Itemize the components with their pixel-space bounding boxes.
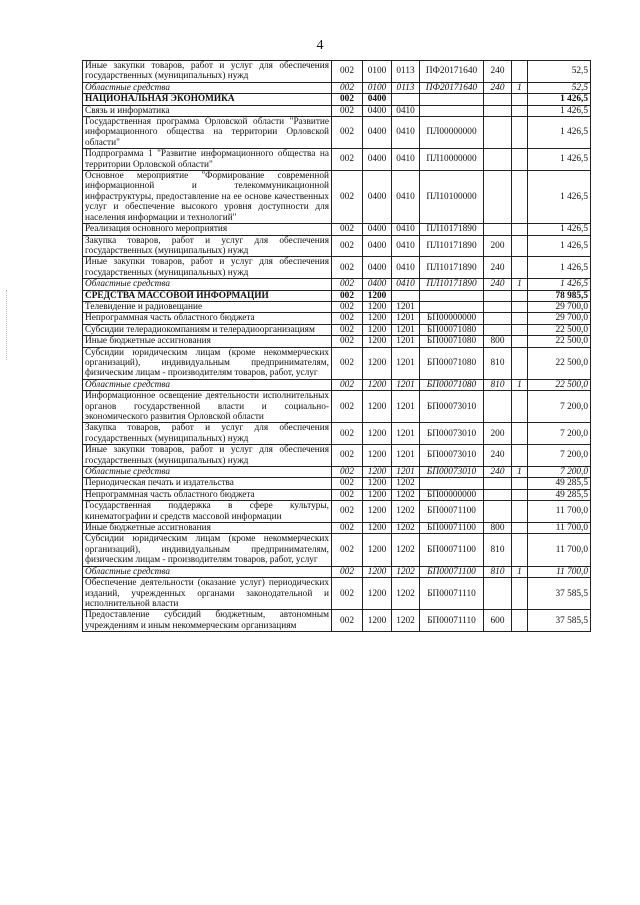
row-subsection-code: 0410	[392, 105, 420, 116]
row-subsection-code: 0410	[392, 149, 420, 171]
row-section-code: 1200	[363, 467, 392, 478]
row-subsection-code: 1202	[392, 523, 420, 534]
row-subsection-code	[392, 290, 420, 301]
row-section-code: 0400	[363, 94, 392, 105]
row-expense-type	[484, 324, 512, 335]
row-subsection-code: 1201	[392, 301, 420, 312]
row-funding-source: 1	[512, 566, 528, 577]
row-amount: 22 500,0	[528, 347, 591, 379]
row-amount: 37 585,5	[528, 578, 591, 610]
row-target-article: БП00000000	[420, 313, 484, 324]
row-grbs-code: 002	[332, 290, 363, 301]
row-amount: 1 426,5	[528, 224, 591, 235]
row-name: Иные закупки товаров, работ и услуг для обеспечения государственных (муниципальных) нужд	[83, 257, 332, 279]
row-funding-source	[512, 301, 528, 312]
row-subsection-code: 0410	[392, 257, 420, 279]
row-funding-source	[512, 523, 528, 534]
row-name: Областные средства	[83, 82, 332, 93]
row-target-article: БП00071100	[420, 566, 484, 577]
table-row	[83, 523, 591, 534]
row-section-code: 1200	[363, 423, 392, 445]
row-amount: 22 500,0	[528, 336, 591, 347]
row-section-code: 0400	[363, 105, 392, 116]
row-expense-type: 810	[484, 566, 512, 577]
row-target-article: БП00073010	[420, 467, 484, 478]
row-funding-source	[512, 224, 528, 235]
row-grbs-code: 002	[332, 445, 363, 467]
table-row	[83, 391, 591, 423]
row-expense-type	[484, 290, 512, 301]
row-name: Областные средства	[83, 379, 332, 390]
row-amount: 29 700,0	[528, 313, 591, 324]
row-subsection-code: 0410	[392, 117, 420, 149]
row-target-article: БП00073010	[420, 391, 484, 423]
row-grbs-code: 002	[332, 224, 363, 235]
row-amount: 11 700,0	[528, 566, 591, 577]
row-expense-type: 810	[484, 379, 512, 390]
table-row	[83, 224, 591, 235]
row-section-code: 1200	[363, 301, 392, 312]
row-funding-source	[512, 313, 528, 324]
row-expense-type: 240	[484, 61, 512, 83]
row-grbs-code: 002	[332, 478, 363, 489]
row-name: Связь и информатика	[83, 105, 332, 116]
row-funding-source	[512, 105, 528, 116]
row-funding-source	[512, 61, 528, 83]
table-row	[83, 301, 591, 312]
row-subsection-code: 0113	[392, 61, 420, 83]
row-funding-source	[512, 290, 528, 301]
row-section-code: 0400	[363, 117, 392, 149]
row-subsection-code: 1202	[392, 610, 420, 632]
row-subsection-code: 0410	[392, 224, 420, 235]
row-funding-source	[512, 336, 528, 347]
row-grbs-code: 002	[332, 94, 363, 105]
row-target-article: ПЛ10171890	[420, 257, 484, 279]
row-subsection-code: 0410	[392, 235, 420, 257]
row-target-article: БП00071100	[420, 534, 484, 566]
row-section-code: 0400	[363, 171, 392, 224]
row-target-article: ПЛ10171890	[420, 224, 484, 235]
row-section-code: 1200	[363, 290, 392, 301]
row-section-code: 0400	[363, 224, 392, 235]
row-name: Областные средства	[83, 467, 332, 478]
row-name: Основное мероприятие "Формирование современной информационной и телекоммуникационной инфраструктуры, предоставление на ее основе качественных услуг и обеспечение высокого уровня доступности для населения информации и технологий"	[83, 171, 332, 224]
table-row	[83, 290, 591, 301]
row-subsection-code: 1201	[392, 379, 420, 390]
row-expense-type	[484, 478, 512, 489]
row-subsection-code: 1201	[392, 445, 420, 467]
row-section-code: 0400	[363, 279, 392, 290]
row-section-code: 0100	[363, 82, 392, 93]
row-name: СРЕДСТВА МАССОВОЙ ИНФОРМАЦИИ	[83, 290, 332, 301]
row-subsection-code: 0410	[392, 279, 420, 290]
row-section-code: 1200	[363, 379, 392, 390]
row-name: Периодическая печать и издательства	[83, 478, 332, 489]
row-target-article: БП00071110	[420, 578, 484, 610]
row-amount: 11 700,0	[528, 501, 591, 523]
row-subsection-code: 1202	[392, 478, 420, 489]
row-target-article	[420, 94, 484, 105]
row-grbs-code: 002	[332, 313, 363, 324]
row-amount: 78 985,5	[528, 290, 591, 301]
row-section-code: 1200	[363, 347, 392, 379]
row-name: Информационное освещение деятельности исполнительных органов государственной власти и социально-экономического развития Орловской области	[83, 391, 332, 423]
table-row	[83, 94, 591, 105]
row-grbs-code: 002	[332, 301, 363, 312]
row-subsection-code: 1202	[392, 501, 420, 523]
row-section-code: 1200	[363, 313, 392, 324]
row-funding-source	[512, 478, 528, 489]
row-funding-source	[512, 534, 528, 566]
row-amount: 49 285,5	[528, 478, 591, 489]
row-grbs-code: 002	[332, 489, 363, 500]
row-target-article: ПЛ10000000	[420, 149, 484, 171]
row-funding-source: 1	[512, 82, 528, 93]
row-target-article: ПЛ00000000	[420, 117, 484, 149]
row-section-code: 1200	[363, 445, 392, 467]
row-subsection-code: 1202	[392, 534, 420, 566]
table-row	[83, 423, 591, 445]
row-amount: 11 700,0	[528, 534, 591, 566]
row-target-article: БП00071080	[420, 324, 484, 335]
table-row	[83, 445, 591, 467]
row-name: НАЦИОНАЛЬНАЯ ЭКОНОМИКА	[83, 94, 332, 105]
row-funding-source	[512, 501, 528, 523]
row-grbs-code: 002	[332, 523, 363, 534]
row-target-article: БП00073010	[420, 445, 484, 467]
row-target-article: БП00000000	[420, 489, 484, 500]
row-name: Иные закупки товаров, работ и услуг для обеспечения государственных (муниципальных) нужд	[83, 61, 332, 83]
row-section-code: 1200	[363, 566, 392, 577]
row-amount: 52,5	[528, 61, 591, 83]
row-expense-type: 240	[484, 445, 512, 467]
row-subsection-code	[392, 94, 420, 105]
row-expense-type: 600	[484, 610, 512, 632]
row-name: Субсидии юридическим лицам (кроме некоммерческих организаций), индивидуальным предпринимателям, физическим лицам - производителям товаров, работ, услуг	[83, 534, 332, 566]
row-amount: 22 500,0	[528, 324, 591, 335]
table-row	[83, 117, 591, 149]
row-funding-source	[512, 117, 528, 149]
row-expense-type: 200	[484, 235, 512, 257]
row-name: Государственная поддержка в сфере культуры, кинематографии и средств массовой информации	[83, 501, 332, 523]
table-row	[83, 105, 591, 116]
row-amount: 1 426,5	[528, 279, 591, 290]
row-section-code: 1200	[363, 391, 392, 423]
table-row	[83, 534, 591, 566]
row-target-article	[420, 290, 484, 301]
row-amount: 1 426,5	[528, 235, 591, 257]
row-subsection-code: 1201	[392, 391, 420, 423]
row-name: Субсидии телерадиокомпаниям и телерадиоорганизациям	[83, 324, 332, 335]
row-target-article	[420, 301, 484, 312]
row-funding-source	[512, 610, 528, 632]
row-subsection-code: 1202	[392, 489, 420, 500]
row-name: Иные бюджетные ассигнования	[83, 523, 332, 534]
row-amount: 1 426,5	[528, 94, 591, 105]
row-funding-source	[512, 445, 528, 467]
row-name: Иные бюджетные ассигнования	[83, 336, 332, 347]
row-grbs-code: 002	[332, 578, 363, 610]
row-funding-source	[512, 257, 528, 279]
row-grbs-code: 002	[332, 117, 363, 149]
budget-table-body	[83, 61, 591, 632]
row-name: Иные закупки товаров, работ и услуг для обеспечения государственных (муниципальных) нужд	[83, 445, 332, 467]
row-funding-source	[512, 578, 528, 610]
row-amount: 49 285,5	[528, 489, 591, 500]
table-row	[83, 235, 591, 257]
table-row	[83, 313, 591, 324]
row-name: Непрограммная часть областного бюджета	[83, 489, 332, 500]
row-section-code: 1200	[363, 501, 392, 523]
row-expense-type: 240	[484, 279, 512, 290]
table-row	[83, 61, 591, 83]
row-funding-source	[512, 489, 528, 500]
row-name: Закупка товаров, работ и услуг для обеспечения государственных (муниципальных) нужд	[83, 235, 332, 257]
row-expense-type	[484, 224, 512, 235]
row-grbs-code: 002	[332, 566, 363, 577]
row-expense-type: 240	[484, 82, 512, 93]
row-expense-type	[484, 501, 512, 523]
row-expense-type	[484, 301, 512, 312]
row-amount: 7 200,0	[528, 391, 591, 423]
row-target-article: БП00071080	[420, 347, 484, 379]
scan-edge-mark	[6, 290, 8, 360]
row-funding-source: 1	[512, 279, 528, 290]
table-row	[83, 324, 591, 335]
row-expense-type: 240	[484, 257, 512, 279]
row-expense-type	[484, 94, 512, 105]
row-grbs-code: 002	[332, 610, 363, 632]
row-expense-type: 800	[484, 523, 512, 534]
row-name: Закупка товаров, работ и услуг для обеспечения государственных (муниципальных) нужд	[83, 423, 332, 445]
row-expense-type: 240	[484, 467, 512, 478]
row-grbs-code: 002	[332, 534, 363, 566]
row-expense-type	[484, 391, 512, 423]
row-funding-source	[512, 324, 528, 335]
row-grbs-code: 002	[332, 279, 363, 290]
table-row	[83, 336, 591, 347]
row-target-article: БП00071080	[420, 336, 484, 347]
row-amount: 1 426,5	[528, 117, 591, 149]
row-amount: 1 426,5	[528, 149, 591, 171]
row-expense-type: 200	[484, 423, 512, 445]
row-subsection-code: 1202	[392, 578, 420, 610]
row-name: Субсидии юридическим лицам (кроме некоммерческих организаций), индивидуальным предпринимателям, физическим лицам - производителям товаров, работ, услуг	[83, 347, 332, 379]
row-section-code: 1200	[363, 336, 392, 347]
row-subsection-code: 1201	[392, 313, 420, 324]
row-target-article	[420, 105, 484, 116]
row-funding-source	[512, 171, 528, 224]
row-target-article: ПЛ10100000	[420, 171, 484, 224]
row-expense-type	[484, 117, 512, 149]
row-grbs-code: 002	[332, 257, 363, 279]
row-section-code: 0400	[363, 149, 392, 171]
row-funding-source: 1	[512, 379, 528, 390]
table-row	[83, 501, 591, 523]
row-subsection-code: 1201	[392, 347, 420, 379]
row-amount: 7 200,0	[528, 467, 591, 478]
row-section-code: 1200	[363, 489, 392, 500]
row-grbs-code: 002	[332, 347, 363, 379]
row-amount: 1 426,5	[528, 257, 591, 279]
row-name: Государственная программа Орловской области "Развитие информационного общества на территории Орловской области"	[83, 117, 332, 149]
row-funding-source	[512, 347, 528, 379]
row-subsection-code: 1201	[392, 324, 420, 335]
row-name: Подпрограмма 1 "Развитие информационного общества на территории Орловской области"	[83, 149, 332, 171]
row-amount: 37 585,5	[528, 610, 591, 632]
row-expense-type	[484, 489, 512, 500]
row-subsection-code: 1201	[392, 467, 420, 478]
row-section-code: 1200	[363, 578, 392, 610]
row-section-code: 1200	[363, 610, 392, 632]
row-target-article: ПФ20171640	[420, 82, 484, 93]
table-row	[83, 478, 591, 489]
row-funding-source	[512, 94, 528, 105]
row-grbs-code: 002	[332, 105, 363, 116]
table-row	[83, 347, 591, 379]
row-name: Реализация основного мероприятия	[83, 224, 332, 235]
table-row	[83, 467, 591, 478]
row-name: Непрограммная часть областного бюджета	[83, 313, 332, 324]
row-amount: 1 426,5	[528, 171, 591, 224]
row-amount: 52,5	[528, 82, 591, 93]
row-funding-source	[512, 235, 528, 257]
row-amount: 29 700,0	[528, 301, 591, 312]
row-name: Обеспечение деятельности (оказание услуг) периодических изданий, учрежденных органами законодательной и исполнительной власти	[83, 578, 332, 610]
row-expense-type	[484, 105, 512, 116]
row-subsection-code: 1201	[392, 336, 420, 347]
table-row	[83, 610, 591, 632]
row-amount: 11 700,0	[528, 523, 591, 534]
row-grbs-code: 002	[332, 324, 363, 335]
row-subsection-code: 1202	[392, 566, 420, 577]
row-grbs-code: 002	[332, 391, 363, 423]
table-row	[83, 566, 591, 577]
budget-table	[82, 60, 591, 632]
row-funding-source	[512, 149, 528, 171]
row-grbs-code: 002	[332, 82, 363, 93]
table-row	[83, 379, 591, 390]
row-section-code: 0400	[363, 235, 392, 257]
table-row	[83, 82, 591, 93]
table-row	[83, 149, 591, 171]
row-expense-type	[484, 578, 512, 610]
row-target-article: БП00073010	[420, 423, 484, 445]
row-grbs-code: 002	[332, 149, 363, 171]
row-amount: 7 200,0	[528, 423, 591, 445]
row-name: Областные средства	[83, 279, 332, 290]
row-target-article: БП00071100	[420, 523, 484, 534]
row-section-code: 1200	[363, 534, 392, 566]
row-expense-type	[484, 313, 512, 324]
row-grbs-code: 002	[332, 336, 363, 347]
row-expense-type: 810	[484, 534, 512, 566]
row-expense-type	[484, 149, 512, 171]
row-section-code: 1200	[363, 478, 392, 489]
row-name: Предоставление субсидий бюджетным, автономным учреждениям и иным некоммерческим организациям	[83, 610, 332, 632]
row-grbs-code: 002	[332, 467, 363, 478]
row-target-article: ПФ20171640	[420, 61, 484, 83]
row-funding-source	[512, 423, 528, 445]
table-row	[83, 171, 591, 224]
row-section-code: 1200	[363, 523, 392, 534]
row-expense-type: 810	[484, 347, 512, 379]
row-subsection-code: 0410	[392, 171, 420, 224]
row-grbs-code: 002	[332, 235, 363, 257]
row-amount: 1 426,5	[528, 105, 591, 116]
row-expense-type	[484, 171, 512, 224]
row-section-code: 1200	[363, 324, 392, 335]
row-subsection-code: 0113	[392, 82, 420, 93]
row-name: Областные средства	[83, 566, 332, 577]
row-section-code: 0100	[363, 61, 392, 83]
row-expense-type: 800	[484, 336, 512, 347]
page-number: 4	[316, 38, 324, 53]
row-funding-source: 1	[512, 467, 528, 478]
row-target-article: БП00071100	[420, 501, 484, 523]
row-target-article: БП00071110	[420, 610, 484, 632]
row-target-article: БП00071080	[420, 379, 484, 390]
row-section-code: 0400	[363, 257, 392, 279]
row-target-article: ПЛ10171890	[420, 279, 484, 290]
row-grbs-code: 002	[332, 501, 363, 523]
row-subsection-code: 1201	[392, 423, 420, 445]
table-row	[83, 257, 591, 279]
row-grbs-code: 002	[332, 171, 363, 224]
table-row	[83, 279, 591, 290]
row-funding-source	[512, 391, 528, 423]
row-target-article: ПЛ10171890	[420, 235, 484, 257]
row-grbs-code: 002	[332, 379, 363, 390]
row-target-article	[420, 478, 484, 489]
row-grbs-code: 002	[332, 423, 363, 445]
row-name: Телевидение и радиовещание	[83, 301, 332, 312]
row-amount: 22 500,0	[528, 379, 591, 390]
table-row	[83, 489, 591, 500]
table-row	[83, 578, 591, 610]
row-grbs-code: 002	[332, 61, 363, 83]
row-amount: 7 200,0	[528, 445, 591, 467]
